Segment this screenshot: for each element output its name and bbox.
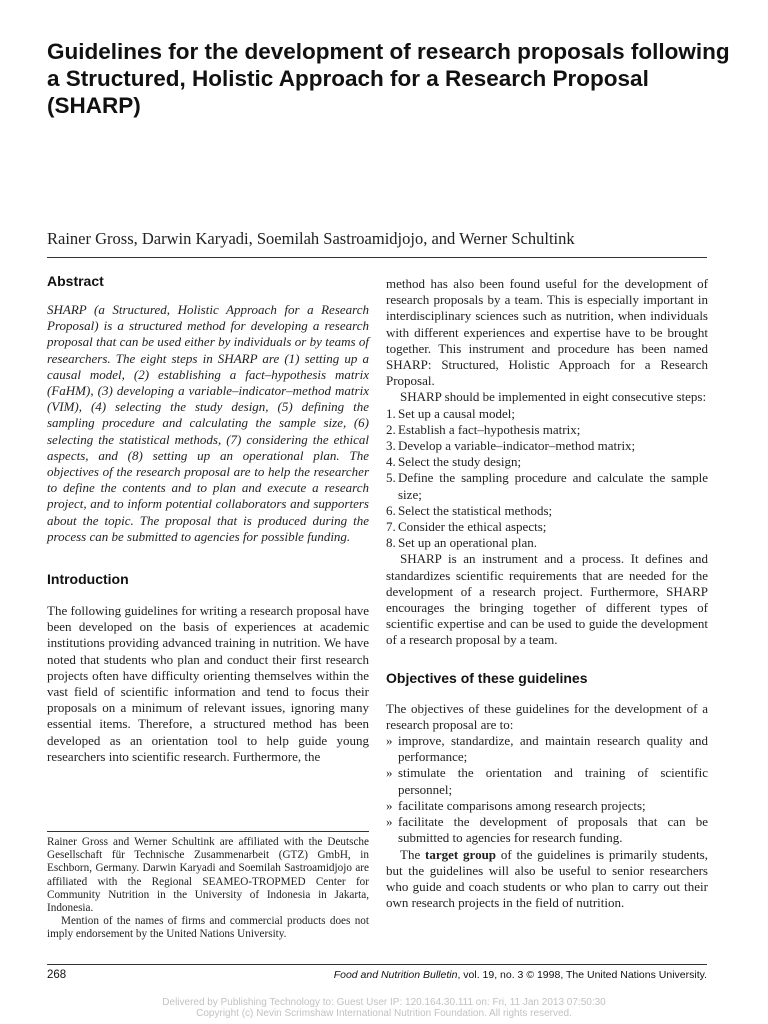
list-item: 8. Set up an operational plan. [386, 535, 537, 551]
target-group-term: target group [425, 846, 497, 862]
method-paragraph: method has also been found useful for the development of research proposals by a team. This is especially important in interdisciplinary sciences such as nutrition, when individuals with different experiences and expertise have to be brought together. This instrument and procedure has been named SHARP: Structured, Holistic Approach for a Research Proposal. [386, 276, 708, 389]
objectives-list [386, 733, 708, 846]
right-column [386, 276, 708, 911]
list-item: 3. Develop a variable–indicator–method matrix; [386, 438, 636, 454]
affiliation-footnote [47, 836, 369, 942]
affiliation-text: Rainer Gross and Werner Schultink are affiliated with the Deutsche Gesellschaft für Technische Zusammenarbeit (GTZ) GmbH, in Eschborn, Germany. Darwin Karyadi and Soemilah Sastroamidjojo are affiliated with the Regional SEAMEO-TROPMED Center for Community Nutrition in the University of Indonesia in Jakarta, Indonesia. [47, 836, 369, 915]
journal-citation: Food and Nutrition Bulletin, vol. 19, no. 3 © 1998, The United Nations University. [333, 969, 707, 981]
list-item: 1. Set up a causal model; [386, 405, 515, 421]
abstract-heading: Abstract [47, 273, 104, 289]
copyright-watermark: Copyright (c) Nevin Scrimshaw International Nutrition Foundation. All rights reserved. [196, 1008, 572, 1019]
left-column [47, 272, 369, 765]
list-item: 5. Define the sampling procedure and calculate the sample size; [386, 470, 708, 502]
list-item: 7. Consider the ethical aspects; [386, 519, 547, 535]
list-item: » stimulate the orientation and training of scientific personnel; [386, 765, 708, 797]
introduction-text: The following guidelines for writing a research proposal have been developed on the basis of experiences at academic institutions providing advanced training in nutrition. We have noted that students who plan and conduct their first research projects often have difficulty orienting themselves within the vast field of scientific information and tend to focus their proposals on a minimum of relevant issues, ignoring many essential items. Therefore, a structured method has been developed as an orientation tool to help guide young researchers into scientific research. Furthermore, the [47, 603, 369, 764]
article-title: Guidelines for the development of research proposals following a Structured, Holistic Approach for a Research Proposal (SHARP) [47, 39, 730, 118]
sharp-description: SHARP is an instrument and a process. It defines and standardizes scientific requirements that are needed for the development of a research project. Furthermore, SHARP encourages the bringing together of different types of scientific expertise and can be used to guide the development of a research proposal by a team. [386, 551, 708, 648]
list-item: 4. Select the study design; [386, 454, 522, 470]
list-item: 2. Establish a fact–hypothesis matrix; [386, 421, 581, 437]
header-rule [47, 257, 707, 258]
objectives-heading: Objectives of these guidelines [386, 669, 588, 686]
page-number: 268 [47, 969, 67, 981]
steps-intro: SHARP should be implemented in eight consecutive steps: [400, 389, 707, 405]
list-item: 6. Select the statistical methods; [386, 502, 553, 518]
target-group-paragraph: The target group of the guidelines is primarily students, but the guidelines will also be useful to senior researchers who guide and coach students or who plan to carry out their own research projects in the field of nutrition. [386, 846, 708, 911]
list-item: » facilitate comparisons among research projects; [386, 797, 646, 813]
objectives-intro: The objectives of these guidelines for the development of a research proposal are to: [386, 700, 708, 732]
introduction-heading: Introduction [47, 571, 129, 588]
footnote-rule [47, 831, 369, 832]
footer-rule [47, 964, 707, 965]
abstract-text: SHARP (a Structured, Holistic Approach for a Research Proposal) is a structured method for developing a research proposal that can be used either by individuals or by teams of researchers. The eight steps in SHARP are (1) setting up a causal model, (2) establishing a fact–hypothesis matrix (FaHM), (3) developing a variable–indicator–method matrix (VIM), (4) selecting the study design, (5) defining the sampling procedure and calculating the sample size, (6) selecting the statistical methods, (7) considering the ethical aspects, and (8) setting up an operational plan. The objectives of the research proposal are to help the researcher to define the contents and to plan and execute a research project, and to inform potential collaborators and supporters about the topic. The proposal that is produced during the process can be submitted to agencies for possible funding. [47, 302, 369, 544]
sharp-steps-list [386, 406, 708, 552]
list-item: » facilitate the development of proposals that can be submitted to agencies for research funding. [386, 814, 708, 846]
list-item: » improve, standardize, and maintain research quality and performance; [386, 733, 708, 765]
delivery-watermark: Delivered by Publishing Technology to: Guest User IP: 120.164.30.111 on: Fri, 11 Jan 2013 07:50:30 [162, 997, 606, 1008]
author-list: Rainer Gross, Darwin Karyadi, Soemilah Sastroamidjojo, and Werner Schultink [47, 229, 575, 248]
disclaimer-text: Mention of the names of firms and commercial products does not imply endorsement by the United Nations University. [47, 915, 369, 941]
